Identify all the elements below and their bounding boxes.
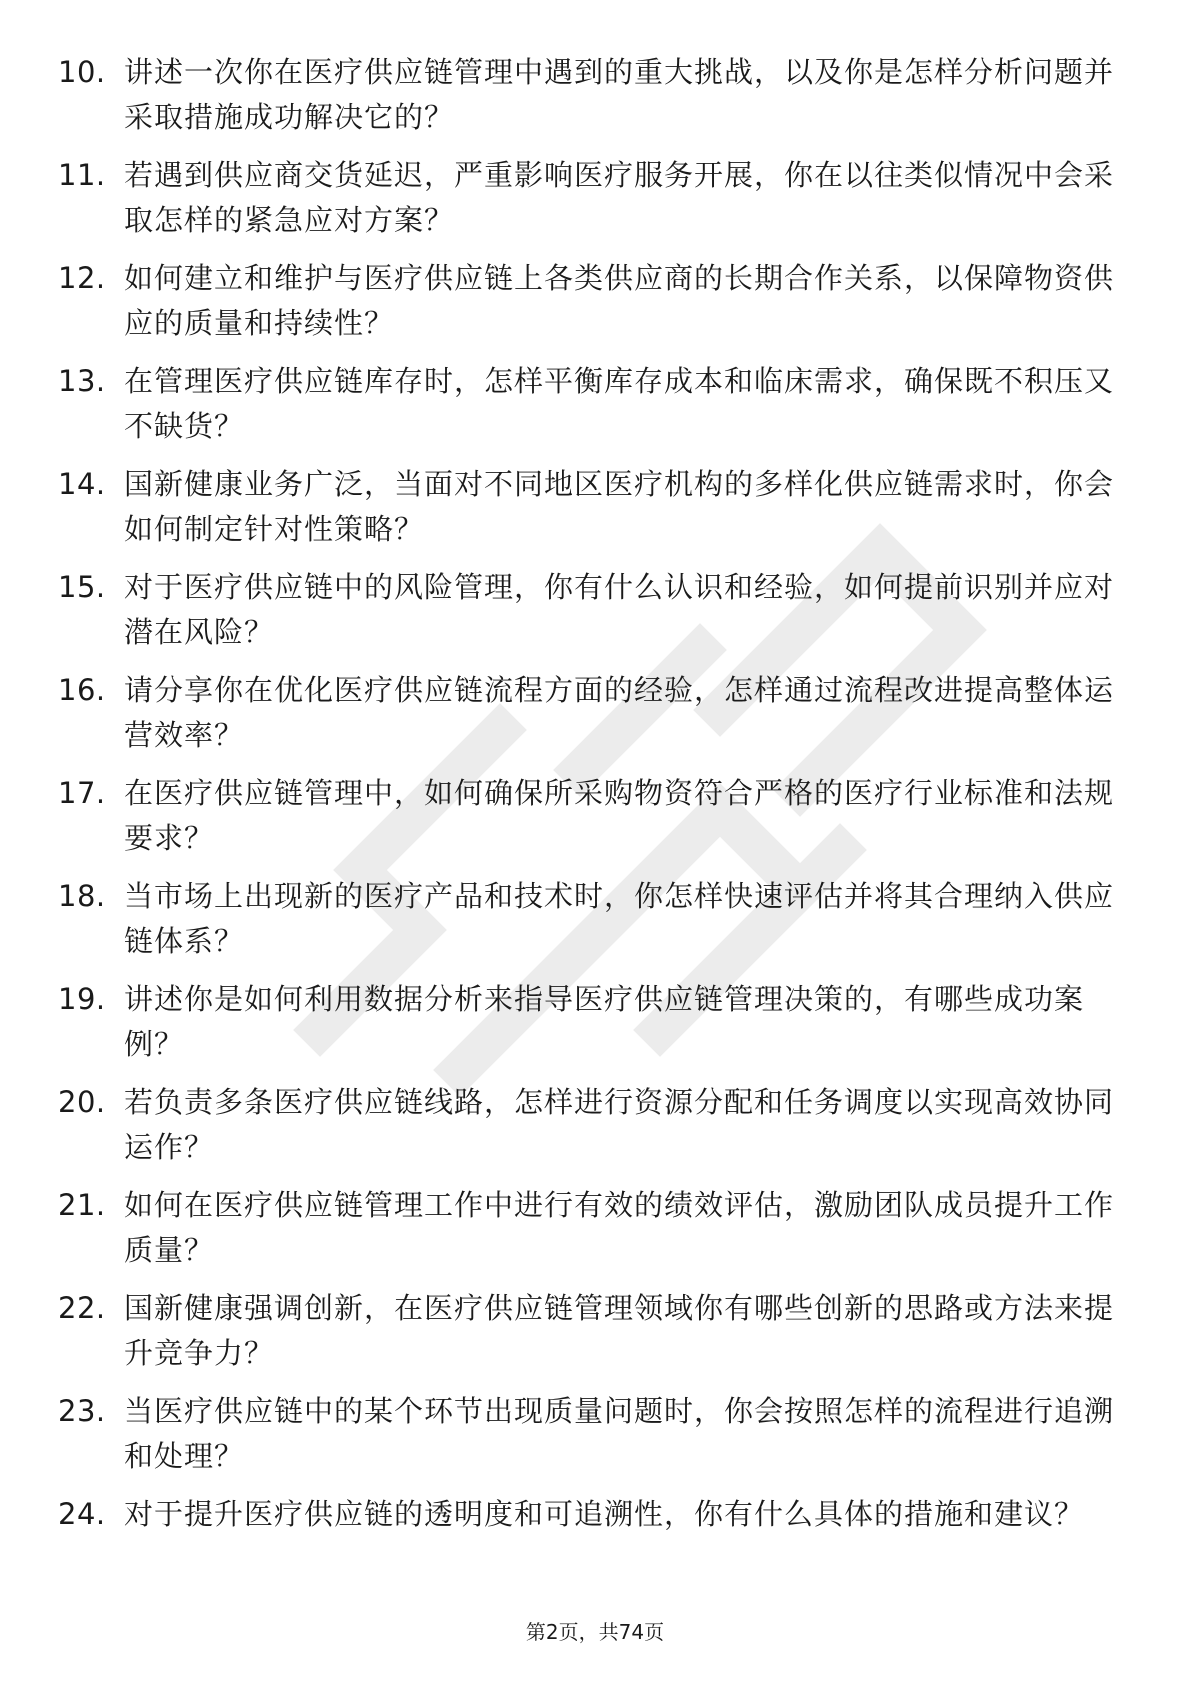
question-number: 20.	[58, 1085, 106, 1119]
question-text: 在管理医疗供应链库存时，怎样平衡库存成本和临床需求，确保既不积压又不缺货？	[124, 364, 1115, 443]
list-item	[58, 359, 1138, 457]
list-item	[58, 153, 1138, 251]
question-number: 16.	[58, 673, 106, 707]
question-text: 国新健康业务广泛，当面对不同地区医疗机构的多样化供应链需求时，你会如何制定针对性策略？	[124, 467, 1115, 546]
question-number: 21.	[58, 1188, 106, 1222]
question-number: 17.	[58, 776, 106, 810]
list-item	[58, 977, 1138, 1075]
list-item	[58, 50, 1138, 148]
question-number: 15.	[58, 570, 106, 604]
question-number: 18.	[58, 879, 106, 913]
question-text: 若负责多条医疗供应链线路，怎样进行资源分配和任务调度以实现高效协同运作？	[124, 1085, 1115, 1164]
question-text: 如何在医疗供应链管理工作中进行有效的绩效评估，激励团队成员提升工作质量？	[124, 1188, 1115, 1267]
question-text: 讲述你是如何利用数据分析来指导医疗供应链管理决策的，有哪些成功案例？	[124, 982, 1085, 1061]
question-text: 若遇到供应商交货延迟，严重影响医疗服务开展，你在以往类似情况中会采取怎样的紧急应对方案？	[124, 158, 1115, 237]
question-number: 14.	[58, 467, 106, 501]
question-number: 22.	[58, 1291, 106, 1325]
list-item	[58, 1183, 1138, 1281]
list-item	[58, 1286, 1138, 1384]
list-item	[58, 1492, 1138, 1590]
question-number: 23.	[58, 1394, 106, 1428]
question-number: 24.	[58, 1497, 106, 1531]
question-number: 10.	[58, 55, 106, 89]
question-text: 对于医疗供应链中的风险管理，你有什么认识和经验，如何提前识别并应对潜在风险？	[124, 570, 1115, 649]
question-text: 在医疗供应链管理中，如何确保所采购物资符合严格的医疗行业标准和法规要求？	[124, 776, 1115, 855]
question-text: 当医疗供应链中的某个环节出现质量问题时，你会按照怎样的流程进行追溯和处理？	[124, 1394, 1115, 1473]
page-footer: 第2页，共74页	[525, 1620, 665, 1644]
list-item	[58, 1080, 1138, 1178]
question-text: 请分享你在优化医疗供应链流程方面的经验，怎样通过流程改进提高整体运营效率？	[124, 673, 1115, 752]
list-item	[58, 256, 1138, 354]
question-list	[58, 50, 1138, 1595]
list-item	[58, 771, 1138, 869]
question-number: 13.	[58, 364, 106, 398]
question-number: 19.	[58, 982, 106, 1016]
list-item	[58, 874, 1138, 972]
question-text: 国新健康强调创新，在医疗供应链管理领域你有哪些创新的思路或方法来提升竞争力？	[124, 1291, 1115, 1370]
question-text: 对于提升医疗供应链的透明度和可追溯性，你有什么具体的措施和建议？	[124, 1497, 1085, 1531]
list-item	[58, 1389, 1138, 1487]
question-number: 11.	[58, 158, 106, 192]
list-item	[58, 462, 1138, 560]
question-text: 当市场上出现新的医疗产品和技术时，你怎样快速评估并将其合理纳入供应链体系？	[124, 879, 1115, 958]
question-text: 如何建立和维护与医疗供应链上各类供应商的长期合作关系，以保障物资供应的质量和持续性？	[124, 261, 1115, 340]
list-item	[58, 668, 1138, 766]
question-text: 讲述一次你在医疗供应链管理中遇到的重大挑战，以及你是怎样分析问题并采取措施成功解决它的？	[124, 55, 1115, 134]
list-item	[58, 565, 1138, 663]
question-number: 12.	[58, 261, 106, 295]
